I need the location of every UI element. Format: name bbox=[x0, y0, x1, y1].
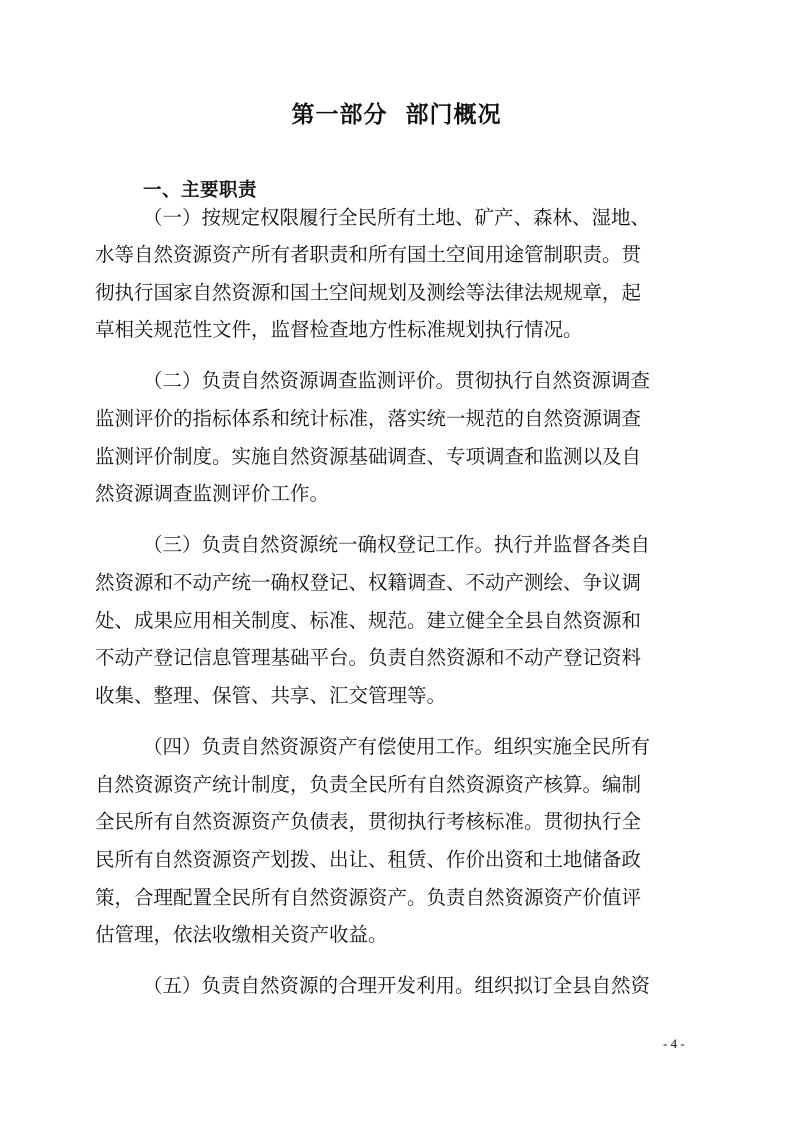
text-line: 全民所有自然资源资产负债表，贯彻执行考核标准。贯彻执行全 bbox=[95, 810, 642, 833]
text-line: 彻执行国家自然资源和国土空间规划及测绘等法律法规规章，起 bbox=[95, 281, 642, 304]
text-line: 策，合理配置全民所有自然资源资产。负责自然资源资产价值评 bbox=[95, 886, 642, 909]
page-number: - 4 - bbox=[663, 1036, 685, 1051]
section-heading: 一、主要职责 bbox=[143, 180, 258, 201]
text-line: 草相关规范性文件，监督检查地方性标准规划执行情况。 bbox=[95, 318, 583, 341]
text-line: （四）负责自然资源资产有偿使用工作。组织实施全民所有 bbox=[143, 735, 651, 758]
text-line: 监测评价的指标体系和统计标准，落实统一规范的自然资源调查 bbox=[95, 407, 642, 430]
text-line: （一）按规定权限履行全民所有土地、矿产、森林、湿地、 bbox=[143, 206, 651, 229]
text-line: （二）负责自然资源调查监测评价。贯彻执行自然资源调查 bbox=[143, 369, 651, 392]
text-line: 然资源和不动产统一确权登记、权籍调查、不动产测绘、争议调 bbox=[95, 571, 642, 594]
text-line: 水等自然资源资产所有者职责和所有国土空间用途管制职责。贯 bbox=[95, 243, 642, 266]
text-line: 不动产登记信息管理基础平台。负责自然资源和不动产登记资料 bbox=[95, 646, 642, 669]
text-line: 然资源调查监测评价工作。 bbox=[95, 482, 330, 505]
text-line: 处、成果应用相关制度、标准、规范。建立健全全县自然资源和 bbox=[95, 609, 642, 632]
text-line: 自然资源资产统计制度，负责全民所有自然资源资产核算。编制 bbox=[95, 773, 642, 796]
text-line: 收集、整理、保管、共享、汇交管理等。 bbox=[95, 684, 447, 707]
text-line: （五）负责自然资源的合理开发利用。组织拟订全县自然资 bbox=[143, 974, 651, 997]
text-line: 监测评价制度。实施自然资源基础调查、专项调查和监测以及自 bbox=[95, 445, 642, 468]
text-line: （三）负责自然资源统一确权登记工作。执行并监督各类自 bbox=[143, 533, 651, 556]
text-line: 估管理，依法收缴相关资产收益。 bbox=[95, 923, 388, 946]
text-line: 民所有自然资源资产划拨、出让、租赁、作价出资和土地储备政 bbox=[95, 848, 642, 871]
page-title: 第一部分 部门概况 bbox=[291, 102, 502, 128]
